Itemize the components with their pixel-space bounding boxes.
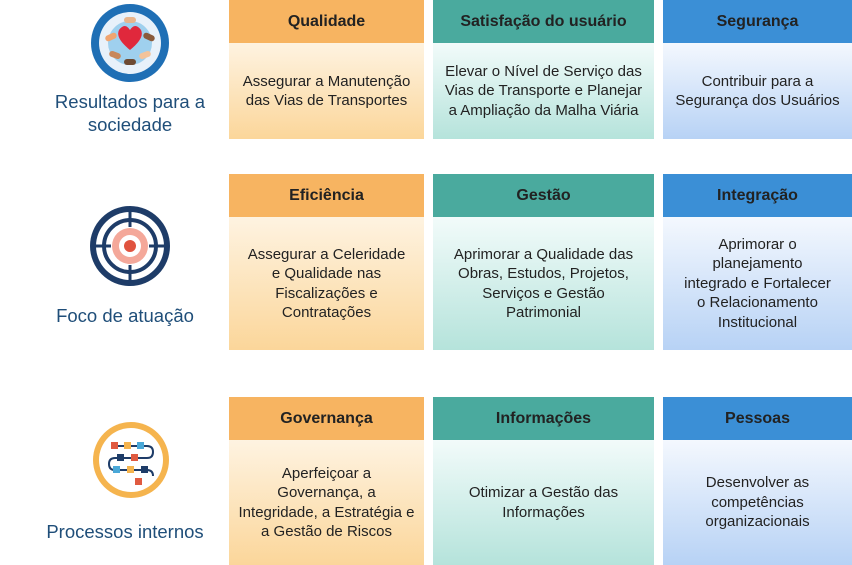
row-label-foco: Foco de atuação [56,305,194,326]
target-crosshair-icon [89,205,171,287]
body-governanca: Aperfeiçoar a Governança, a Integridade, a Estratégia e a Gestão de Riscos [229,440,424,565]
header-governanca: Governança [229,397,424,440]
body-seguranca: Contribuir para a Segurança dos Usuários [663,43,852,139]
header-pessoas: Pessoas [663,397,852,440]
body-gestao: Aprimorar a Qualidade das Obras, Estudos, Projetos, Serviços e Gestão Patrimonial [433,217,654,350]
header-satisfacao-usuario: Satisfação do usuário [433,0,654,43]
row-label-processos: Processos internos [46,521,204,542]
body-pessoas: Desenvolver as competências organizacionais [663,440,852,565]
row-label-resultados: Resultados para a sociedade [54,91,206,135]
body-informacoes: Otimizar a Gestão das Informações [433,440,654,565]
header-gestao: Gestão [433,174,654,217]
header-integracao: Integração [663,174,852,217]
row-2-icon-circle [89,205,171,287]
body-integracao: Aprimorar o planejamento integrado e Fortalecer o Relacionamento Institucional [663,217,852,350]
header-qualidade: Qualidade [229,0,424,43]
hands-heart-globe-icon [91,4,169,82]
body-qualidade: Assegurar a Manutenção das Vias de Transportes [229,43,424,139]
body-satisfacao-usuario: Elevar o Nível de Serviço das Vias de Transporte e Planejar a Ampliação da Malha Viária [433,43,654,139]
process-flow-icon [91,420,171,500]
header-informacoes: Informações [433,397,654,440]
header-eficiencia: Eficiência [229,174,424,217]
body-eficiencia: Assegurar a Celeridade e Qualidade nas Fiscalizações e Contratações [229,217,424,350]
row-3-icon-circle [91,420,171,500]
row-1-icon-circle [91,4,169,82]
header-seguranca: Segurança [663,0,852,43]
